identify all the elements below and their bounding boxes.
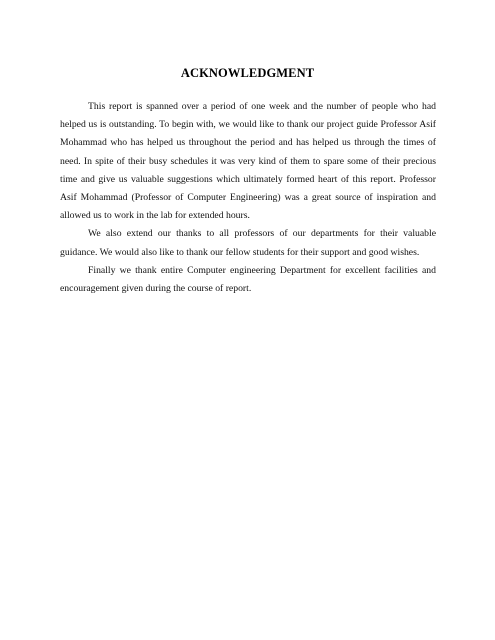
document-body bbox=[60, 98, 436, 298]
paragraph-2: We also extend our thanks to all professors of our departments for their valuable guidance. We would also like to thank our fellow students for their support and good wishes. bbox=[60, 228, 436, 258]
paragraph-3: Finally we thank entire Computer engineering Department for excellent facilities and encouragement given during the course of report. bbox=[60, 264, 436, 295]
paragraph-1: This report is spanned over a period of one week and the number of people who had helped us is outstanding. To begin with, we would like to thank our project guide Professor Asif Mohammad who has helped us throughout the period and has helped us through the times of need. In spite of their busy schedules it was very kind of them to spare some of their precious time and give us valuable suggestions which ultimately formed heart of this report. Professor Asif Mohammad (Professor of Computer Engineering) was a great source of inspiration and allowed us to work in the lab for extended hours. bbox=[60, 101, 436, 222]
page-title: ACKNOWLEDGMENT bbox=[180, 66, 315, 80]
